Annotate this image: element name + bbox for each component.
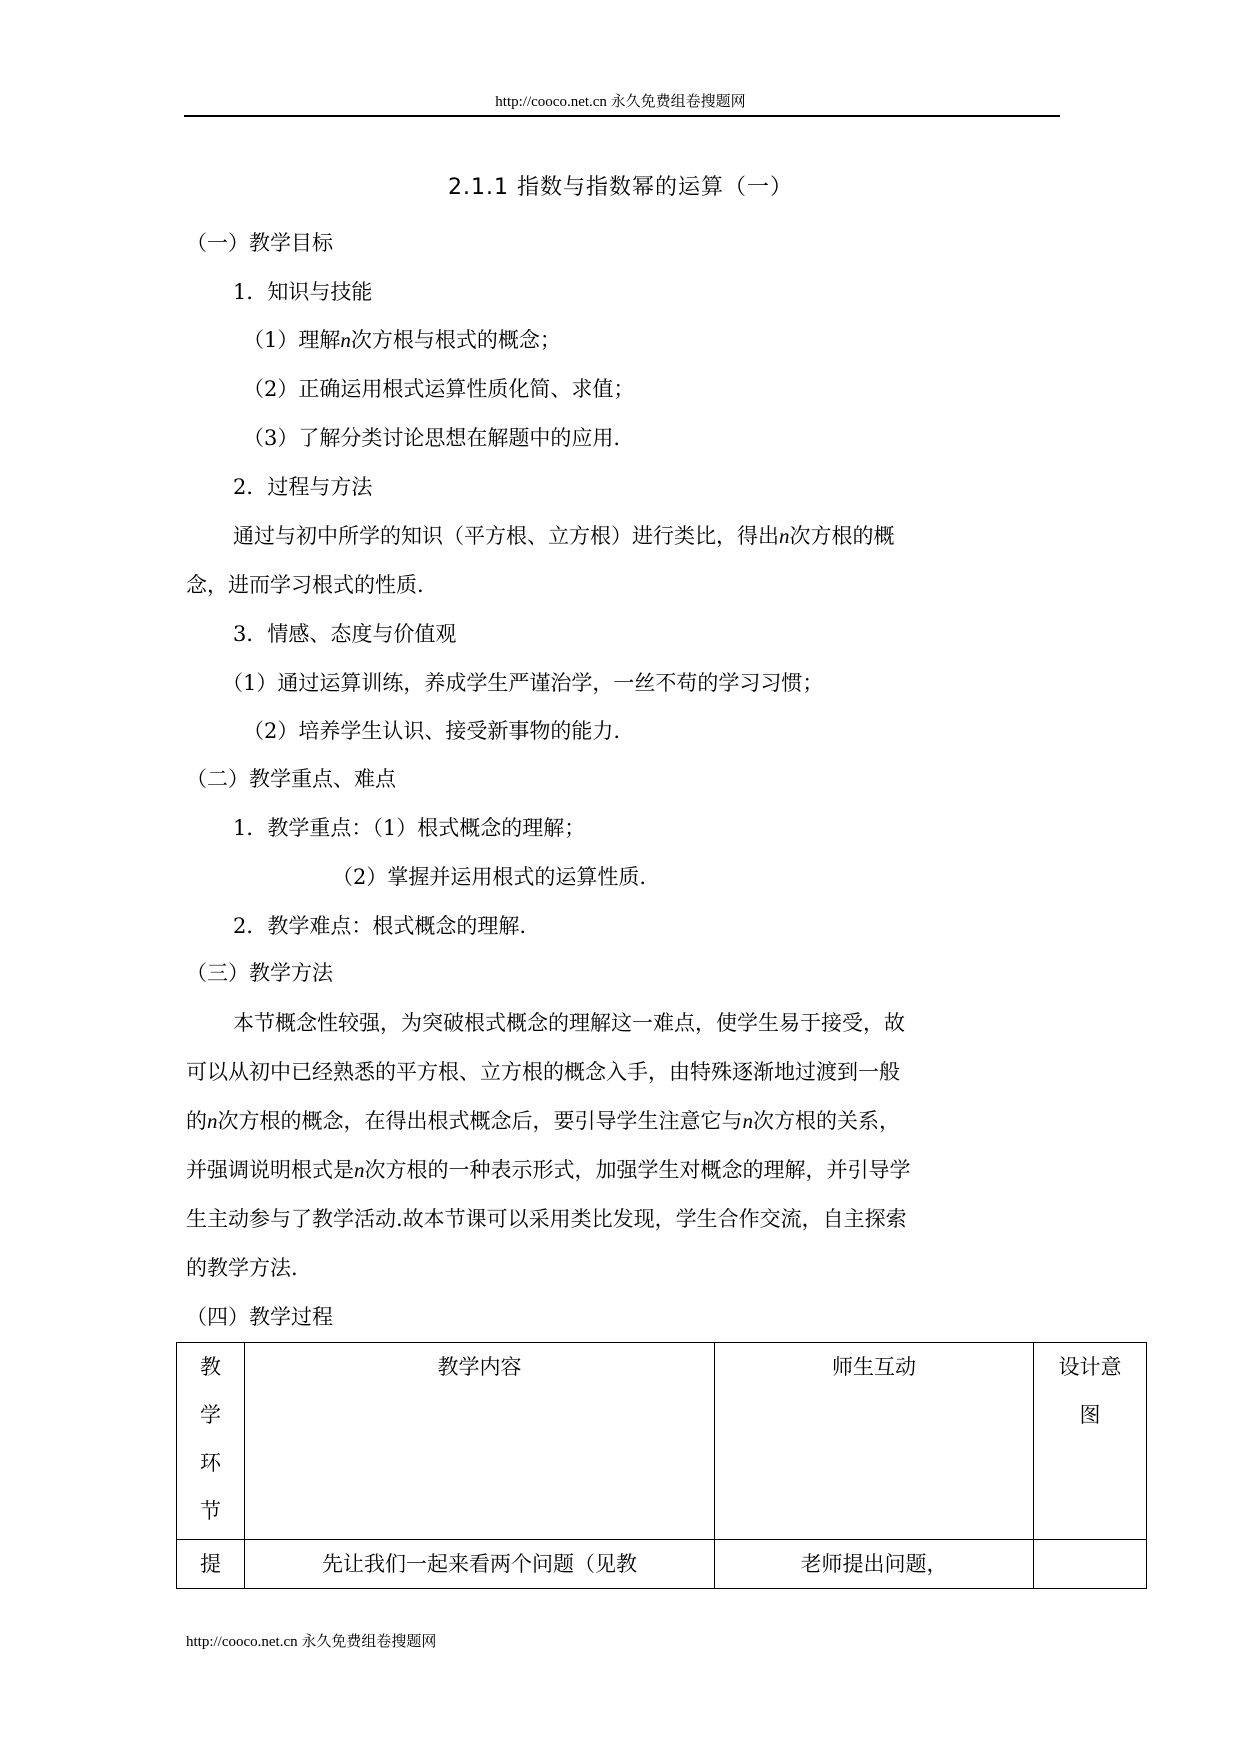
method-line-1: 本节概念性较强，为突破根式概念的理解这一难点，使学生易于接受，故 [233,1011,905,1035]
intent-line-2: 图 [1079,1403,1101,1427]
objective-item-1: 1．知识与技能 [233,280,373,304]
objective-item-1-1: （1）理解n次方根与根式的概念； [243,328,561,352]
method-line-4: 并强调说明根式是n次方根的一种表示形式，加强学生对概念的理解，并引导学 [186,1158,911,1182]
page-title: 2.1.1 指数与指数幂的运算（一） [448,175,793,200]
process-paragraph-line-1: 通过与初中所学的知识（平方根、立方根）进行类比，得出n次方根的概 [233,524,895,548]
header-cell-intent [1034,1343,1147,1540]
objective-item-2: 2．过程与方法 [233,475,373,499]
header-cell-interaction: 师生互动 [715,1343,1034,1540]
row1-interaction-cell: 老师提出问题， [715,1540,1034,1589]
header-cell-stage [177,1343,245,1540]
stage-char-1: 教 [200,1355,221,1379]
method-line-5: 生主动参与了教学活动.故本节课可以采用类比发现，学生合作交流，自主探索 [186,1207,907,1231]
row1-intent-cell [1034,1540,1147,1589]
method-line-2: 可以从初中已经熟悉的平方根、立方根的概念入手，由特殊逐渐地过渡到一般 [186,1060,900,1084]
stage-char-3: 环 [200,1451,221,1475]
key-point-line-1: 1．教学重点：（1）根式概念的理解； [233,816,586,840]
objective-item-3-1: （1）通过运算训练，养成学生严谨治学，一丝不苟的学习习惯； [222,671,824,695]
stage-char-2: 学 [200,1403,221,1427]
objective-item-3: 3．情感、态度与价值观 [233,622,457,646]
section-heading-objectives: （一）教学目标 [186,231,333,255]
section-heading-key-points: （二）教学重点、难点 [186,767,396,791]
header-url: http://cooco.net.cn 永久免费组卷搜题网 [495,94,746,110]
method-line-3: 的n次方根的概念，在得出根式概念后，要引导学生注意它与n次方根的关系， [186,1109,900,1133]
objective-item-1-3: （3）了解分类讨论思想在解题中的应用. [243,426,621,450]
row1-stage-cell: 提 [177,1540,245,1589]
stage-char-4: 节 [200,1499,221,1523]
header-cell-content: 教学内容 [245,1343,715,1540]
teaching-process-table [176,1342,1147,1589]
difficulty-line: 2．教学难点：根式概念的理解. [233,914,527,938]
section-heading-process: （四）教学过程 [186,1305,333,1329]
footer-url: http://cooco.net.cn 永久免费组卷搜题网 [186,1634,437,1650]
table-row [177,1540,1147,1589]
table-header-row [177,1343,1147,1540]
intent-line-1: 设计意 [1058,1355,1122,1379]
row1-content-cell: 先让我们一起来看两个问题（见教 [245,1540,715,1589]
objective-item-1-2: （2）正确运用根式运算性质化简、求值； [243,377,635,401]
process-paragraph-line-2: 念，进而学习根式的性质. [186,573,424,597]
objective-item-3-2: （2）培养学生认识、接受新事物的能力. [243,719,621,743]
key-point-line-2: （2）掌握并运用根式的运算性质. [332,865,647,889]
header-rule [184,115,1060,117]
section-heading-method: （三）教学方法 [186,961,333,985]
method-line-6: 的教学方法. [186,1256,298,1280]
